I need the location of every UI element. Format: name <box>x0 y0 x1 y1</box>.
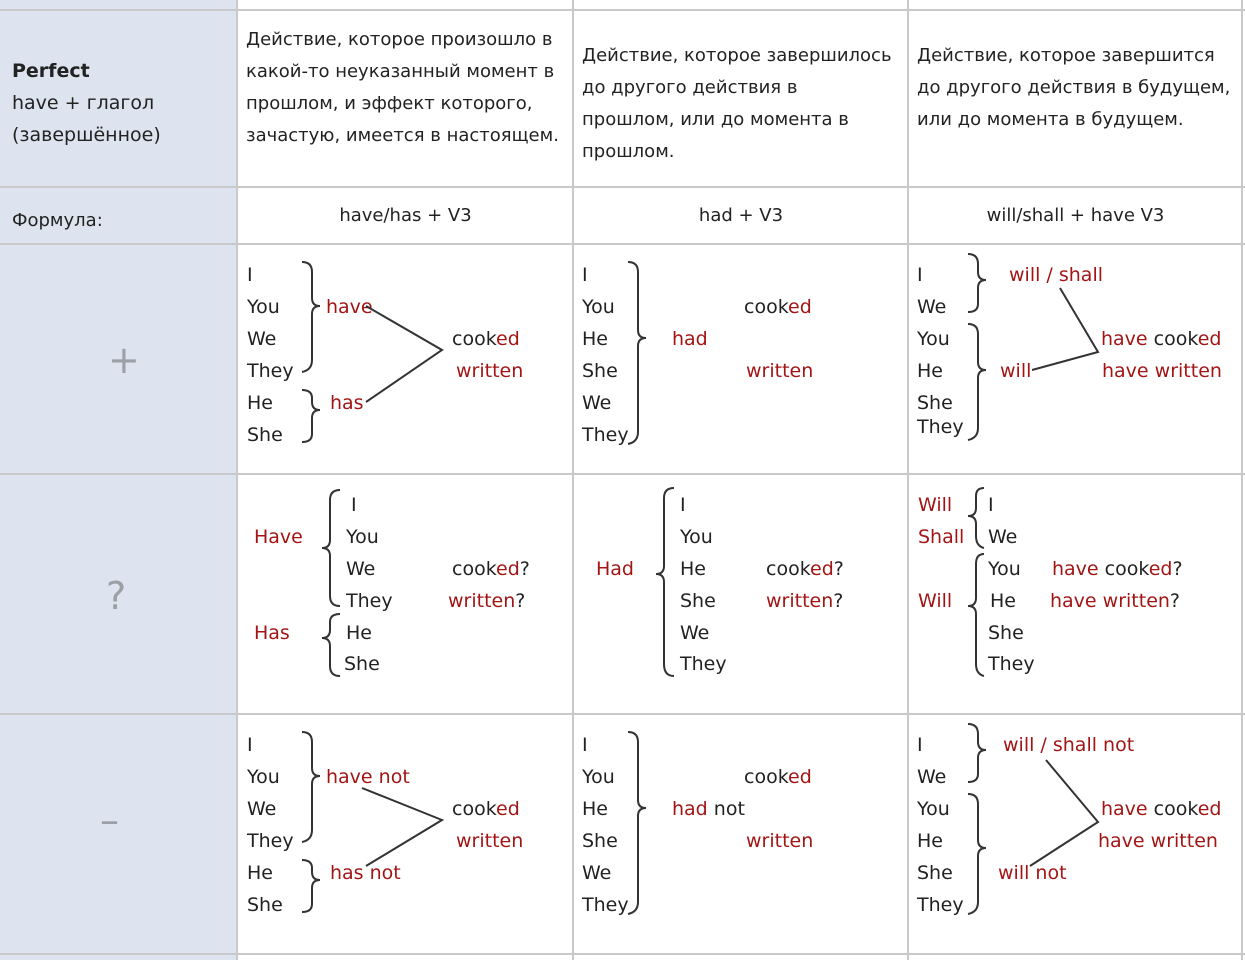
pronoun-you: You <box>680 526 713 548</box>
pronoun-i: I <box>582 734 588 756</box>
pronoun-they: They <box>582 424 629 446</box>
pronoun-you: You <box>247 296 280 318</box>
pronoun-you: You <box>917 798 950 820</box>
pronoun-she: She <box>344 653 380 675</box>
pronoun-he: He <box>247 862 273 884</box>
verb-cooked: cooked <box>744 766 812 788</box>
pronoun-you: You <box>988 558 1021 580</box>
formula-label: Формула: <box>12 210 103 231</box>
pronoun-they: They <box>988 653 1035 675</box>
pronoun-you: You <box>346 526 379 548</box>
pronoun-i: I <box>917 264 923 286</box>
verb-written: written <box>456 830 524 852</box>
pronoun-she: She <box>917 862 953 884</box>
future-formula: will/shall + have V3 <box>986 205 1165 226</box>
aux-had-not: had not <box>672 798 745 820</box>
tense-formula-line: have + глагол <box>12 92 155 114</box>
pronoun-i: I <box>247 264 253 286</box>
pronoun-she: She <box>680 590 716 612</box>
pronoun-she: She <box>582 830 618 852</box>
verb-written-question: written? <box>448 590 526 612</box>
verb-written: written <box>746 830 814 852</box>
pronoun-you: You <box>582 766 615 788</box>
pronoun-we: We <box>917 766 947 788</box>
pronoun-they: They <box>680 653 727 675</box>
verb-cooked: cooked <box>744 296 812 318</box>
pronoun-he: He <box>582 328 608 350</box>
pronoun-i: I <box>247 734 253 756</box>
pronoun-you: You <box>582 296 615 318</box>
aux-have: have <box>326 296 373 318</box>
verb-have-written: have written <box>1102 360 1222 382</box>
pronoun-we: We <box>346 558 376 580</box>
pronoun-they: They <box>917 416 964 438</box>
pronoun-i: I <box>988 494 994 516</box>
aux-has: has <box>330 392 364 414</box>
verb-written-question: written? <box>766 590 844 612</box>
pronoun-they: They <box>247 360 294 382</box>
pronoun-he: He <box>680 558 706 580</box>
aux-will-shall-not: will / shall not <box>1003 734 1135 756</box>
pronoun-he: He <box>346 622 372 644</box>
pronoun-they: They <box>247 830 294 852</box>
pronoun-we: We <box>582 862 612 884</box>
verb-have-cooked: have cooked <box>1101 798 1222 820</box>
aux-have-not: have not <box>326 766 410 788</box>
pronoun-i: I <box>917 734 923 756</box>
pronoun-i: I <box>582 264 588 286</box>
pronoun-we: We <box>988 526 1018 548</box>
aux-will-question: Will <box>918 494 953 516</box>
tense-title: Perfect <box>12 60 90 82</box>
verb-have-cooked-question: have cooked? <box>1052 558 1183 580</box>
pronoun-they: They <box>917 894 964 916</box>
pronoun-he: He <box>990 590 1016 612</box>
past-perfect-description: Действие, которое завершилось до другого действия в прошлом, или до момента в прошлом. <box>582 45 892 162</box>
verb-cooked: cooked <box>452 328 520 350</box>
verb-cooked-question: cooked? <box>452 558 530 580</box>
aux-will-shall: will / shall <box>1009 264 1103 286</box>
verb-written: written <box>456 360 524 382</box>
verb-cooked-question: cooked? <box>766 558 844 580</box>
aux-will-question: Will <box>918 590 953 612</box>
pronoun-he: He <box>917 360 943 382</box>
future-perfect-description: Действие, которое завершится до другого действия в будущем, или до момента в будущем. <box>917 45 1231 130</box>
pronoun-we: We <box>680 622 710 644</box>
aux-will: will <box>1000 360 1032 382</box>
verb-have-cooked: have cooked <box>1101 328 1222 350</box>
pronoun-he: He <box>917 830 943 852</box>
aux-had: had <box>672 328 708 350</box>
pronoun-i: I <box>351 494 357 516</box>
pronoun-you: You <box>247 766 280 788</box>
aux-have-question: Have <box>254 526 303 548</box>
present-formula: have/has + V3 <box>339 205 472 226</box>
negative-sign: – <box>100 798 119 842</box>
pronoun-you: You <box>917 328 950 350</box>
pronoun-they: They <box>346 590 393 612</box>
pronoun-he: He <box>247 392 273 414</box>
pronoun-she: She <box>247 424 283 446</box>
pronoun-we: We <box>917 296 947 318</box>
verb-have-written: have written <box>1098 830 1218 852</box>
positive-sign: + <box>108 338 140 382</box>
pronoun-she: She <box>988 622 1024 644</box>
verb-have-written-question: have written? <box>1050 590 1181 612</box>
past-formula: had + V3 <box>698 205 784 226</box>
aux-shall-question: Shall <box>918 526 965 548</box>
pronoun-i: I <box>680 494 686 516</box>
pronoun-she: She <box>917 392 953 414</box>
aux-had-question: Had <box>596 558 634 580</box>
aux-will-not: will not <box>998 862 1067 884</box>
pronoun-we: We <box>582 392 612 414</box>
aux-has-question: Has <box>254 622 290 644</box>
pronoun-she: She <box>247 894 283 916</box>
aux-has-not: has not <box>330 862 401 884</box>
question-sign: ? <box>106 574 127 618</box>
pronoun-he: He <box>582 798 608 820</box>
pronoun-she: She <box>582 360 618 382</box>
pronoun-we: We <box>247 798 277 820</box>
present-perfect-description: Действие, которое произошло в какой-то неуказанный момент в прошлом, и эффект которого, зачастую, имеется в настоящем. <box>246 29 559 146</box>
pronoun-they: They <box>582 894 629 916</box>
pronoun-we: We <box>247 328 277 350</box>
tense-note: (завершённое) <box>12 124 161 146</box>
verb-cooked: cooked <box>452 798 520 820</box>
verb-written: written <box>746 360 814 382</box>
